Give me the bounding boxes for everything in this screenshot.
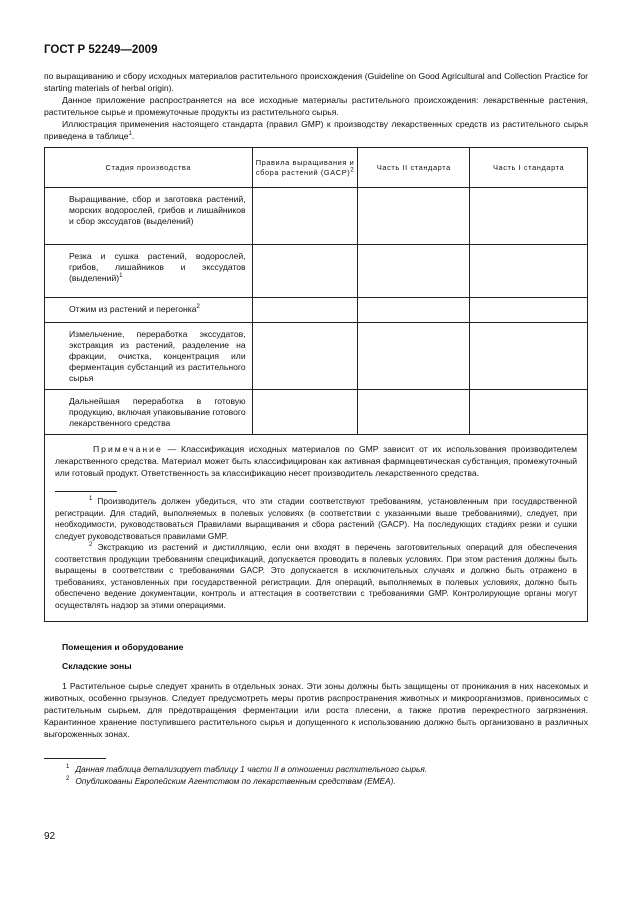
- header-part-2: Часть II стандарта: [358, 148, 470, 188]
- table-row: [45, 390, 588, 435]
- stage-cell: Измельчение, переработка экссудатов, экстракция из растений, разделение на фракции, очистка, концентрация или ферментация субстанций из растительного сырья: [45, 323, 253, 390]
- gacp-cell: [252, 390, 358, 435]
- stage-cell: Отжим из растений и перегонка$^2$: [45, 298, 253, 323]
- part1-cell: [470, 188, 588, 245]
- part1-cell: [470, 298, 588, 323]
- table-note-cell: [45, 435, 588, 622]
- intro-paragraph-2: Данное приложение распространяется на все исходные материалы растительного происхождения: лекарственные растения, растительное сырье и промежуточные продукты из растительного сырья.: [44, 95, 588, 117]
- page-number: 92: [44, 831, 56, 842]
- gacp-cell: [252, 298, 358, 323]
- section-heading-storage: Складские зоны: [62, 661, 132, 671]
- table-row: [45, 323, 588, 390]
- table-row: [45, 245, 588, 298]
- part1-cell: [470, 323, 588, 390]
- stage-cell: Выращивание, сбор и заготовка растений, морских водорослей, грибов и лишайников и сбор экссудатов (выделений): [45, 188, 253, 245]
- document-header: ГОСТ Р 52249—2009: [44, 44, 158, 56]
- intro-paragraph-3: Иллюстрация применения настоящего стандарта (правил GMP) к производству лекарственных средств из растительного сырья приведена в таблице$^1$.: [44, 119, 588, 141]
- table-note: Примечание — Классификация исходных материалов по GMP зависит от их использования производителем лекарственного средства. Материал может быть классифицирован как активная фармацевтическая субстанция, промежуточный или готовый продукт. Ответственность за классификацию несет производитель лекарственного средства.: [55, 444, 577, 478]
- gacp-cell: [252, 245, 358, 298]
- part2-cell: [358, 245, 470, 298]
- page-footnote-divider: [44, 758, 106, 759]
- document-page: [44, 44, 588, 787]
- header-gacp: Правила выращивания и сбора растений (GACP)$^2$: [252, 148, 358, 188]
- table-note-row: [45, 435, 588, 622]
- part2-cell: [358, 188, 470, 245]
- gacp-cell: [252, 323, 358, 390]
- page-footnote-2: $^2$ Опубликованы Европейским Агентством по лекарственным средствам (EMEA).: [66, 776, 396, 786]
- part2-cell: [358, 390, 470, 435]
- page-footnote-1: $^1$ Данная таблица детализирует таблицу 1 части II в отношении растительного сырья.: [66, 764, 428, 774]
- gmp-table: [44, 147, 588, 622]
- part2-cell: [358, 323, 470, 390]
- table-header-row: [45, 148, 588, 188]
- part1-cell: [470, 390, 588, 435]
- intro-paragraph-1: по выращиванию и сбору исходных материалов растительного происхождения (Guideline on Good Agricultural and Collection Practice for starting materials of herbal origin).: [44, 71, 588, 93]
- table-row: [45, 298, 588, 323]
- stage-cell: Резка и сушка растений, водорослей, грибов, лишайников и экссудатов (выделений)$^1$: [45, 245, 253, 298]
- part1-cell: [470, 245, 588, 298]
- footnote-divider: [55, 491, 117, 492]
- section-heading-premises: Помещения и оборудование: [62, 642, 184, 652]
- gacp-cell: [252, 188, 358, 245]
- header-part-1: Часть I стандарта: [470, 148, 588, 188]
- stage-cell: Дальнейшая переработка в готовую продукцию, включая упаковывание готового лекарственного средства: [45, 390, 253, 435]
- storage-paragraph-1: 1 Растительное сырье следует хранить в отдельных зонах. Эти зоны должны быть защищены от проникания в них насекомых и животных, особенно грызунов. Следует предусмотреть меры против распространения животных и микроорганизмов, привносимых с растительным сырьем, для предотвращения ферментации или роста плесени, а также против перекрестного загрязнения. Карантинное хранение поступившего растительного сырья и допущенного к использованию должно быть организовано в различных выгороженных зонах.: [44, 681, 588, 739]
- table-footnote-2: $^2$ Экстракцию из растений и дистилляцию, если они входят в перечень заготовительных операций для обеспечения соответствия продукции требованиям спецификаций, допускается проводить в полевых условиях. При этом растения должны быть выращены в соответствии с требованиями GACP. Это допускается в исключительных случаях и должно быть отражено в требованиях, установленных при государственной регистрации. Для операций, выполняемых в полевых условиях, должно быть обеспечено ведение документации, контроль и аттестация в соответствии с требованиями GMP. Контролирующие органы могут осуществлять надзор за этими операциями.: [55, 542, 577, 610]
- header-stage: Стадия производства: [45, 148, 253, 188]
- table-footnote-1: $^1$ Производитель должен убедиться, что эти стадии соответствуют требованиям, установленным при государственной регистрации. Для стадий, выполняемых в полевых условиях (в соответствии с указанными выше требованиями), следует, при необходимости, руководствоваться Правилами выращивания и сбора растений (GACP). На последующих стадиях резки и сушки следует руководствоваться правилами GMP.: [55, 496, 577, 541]
- table-row: [45, 188, 588, 245]
- part2-cell: [358, 298, 470, 323]
